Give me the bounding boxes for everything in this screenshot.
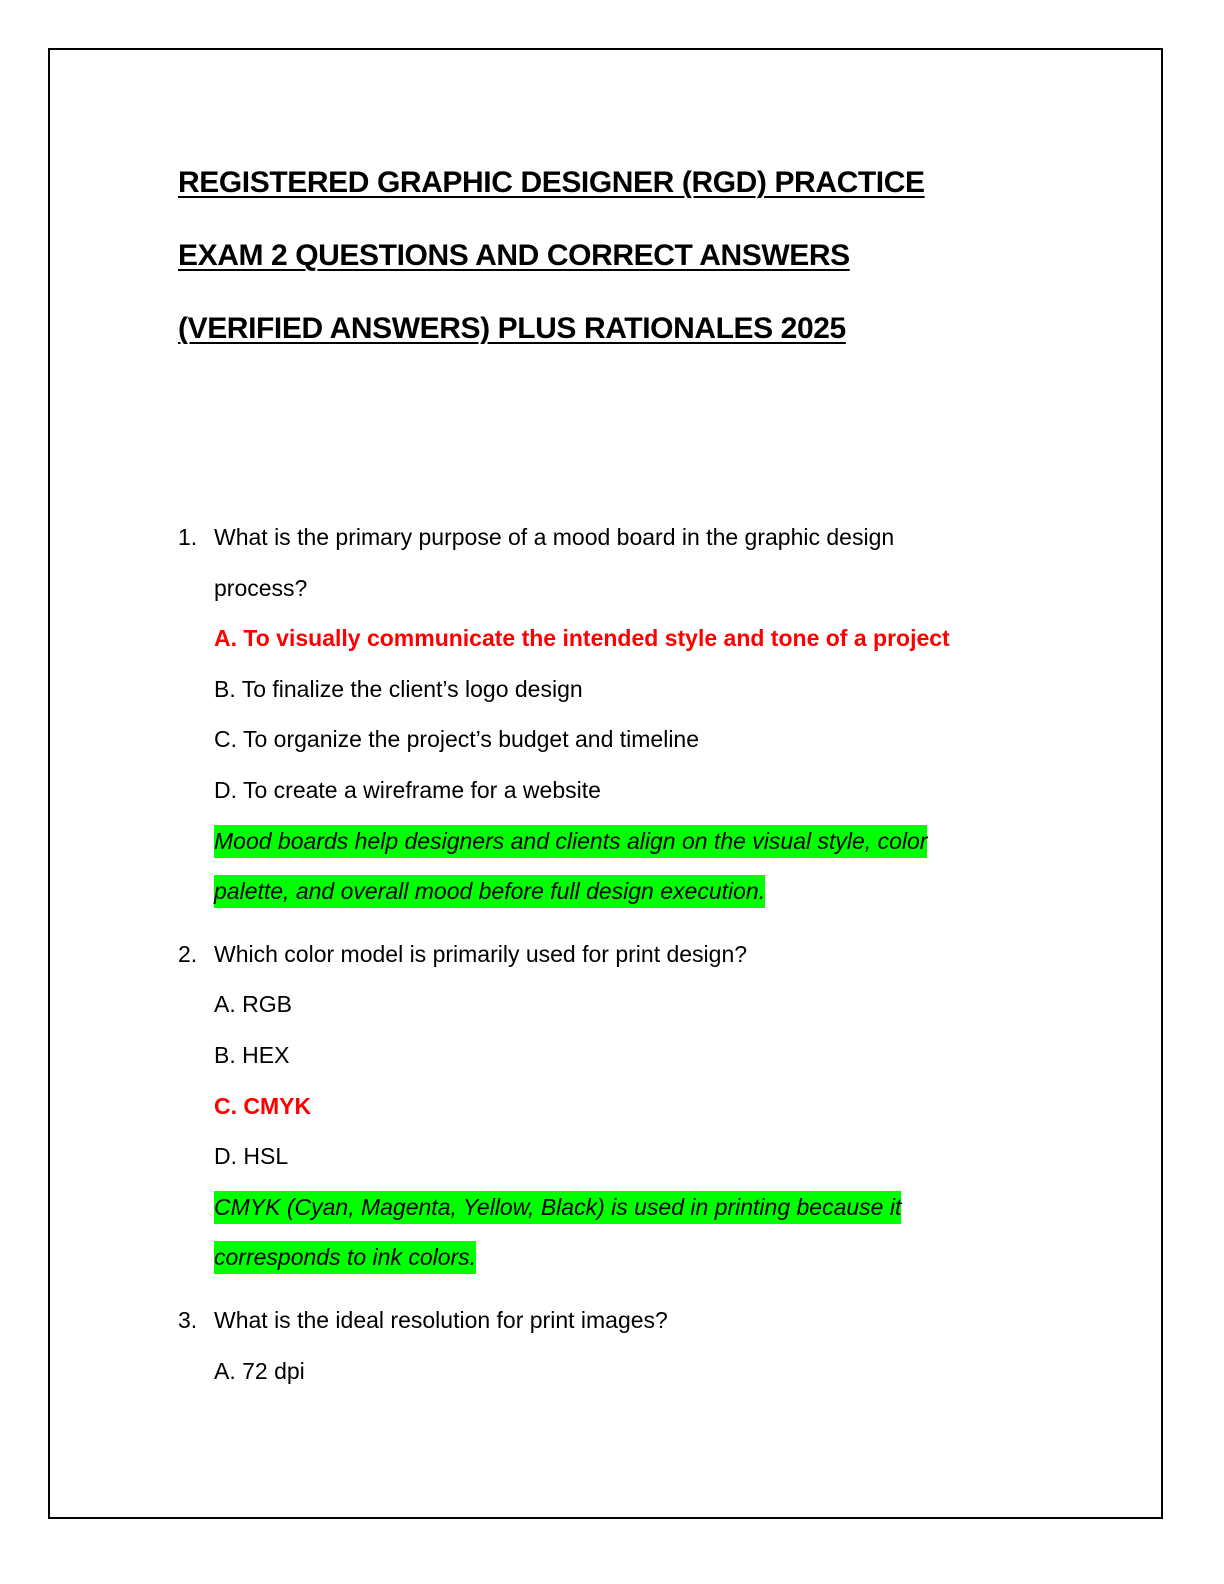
rationale: palette, and overall mood before full design execution. (214, 866, 1058, 917)
answer-option-correct: C. CMYK (214, 1092, 312, 1119)
answer-option: D. To create a wireframe for a website (214, 776, 601, 803)
rationale: CMYK (Cyan, Magenta, Yellow, Black) is used in printing because it (214, 1182, 1058, 1233)
question-number: 3. (178, 1306, 198, 1333)
title-line: (VERIFIED ANSWERS) PLUS RATIONALES 2025 (178, 312, 846, 345)
question-body (214, 512, 1058, 917)
question-text: Which color model is primarily used for print design? (214, 940, 748, 967)
title-line: EXAM 2 QUESTIONS AND CORRECT ANSWERS (178, 239, 850, 272)
question-list (178, 512, 1058, 1408)
question-body (214, 1295, 1058, 1396)
answer-option: B. HEX (214, 1041, 290, 1068)
question-item (178, 512, 1058, 917)
answer-option: B. To finalize the client’s logo design (214, 675, 583, 702)
title-line: REGISTERED GRAPHIC DESIGNER (RGD) PRACTICE (178, 166, 925, 199)
question-text: process? (214, 574, 308, 601)
question-body (214, 929, 1058, 1283)
question-item (178, 929, 1058, 1283)
question-item (178, 1295, 1058, 1396)
question-text: What is the primary purpose of a mood board in the graphic design (214, 524, 895, 550)
answer-option: C. To organize the project’s budget and timeline (214, 726, 700, 753)
document-title (178, 146, 1058, 365)
answer-option: A. 72 dpi (214, 1357, 305, 1384)
answer-option-correct: A. To visually communicate the intended style and tone of a project (214, 625, 950, 652)
question-number: 2. (178, 940, 198, 967)
rationale: Mood boards help designers and clients align on the visual style, color (214, 816, 1058, 867)
question-number: 1. (178, 524, 198, 550)
answer-option: D. HSL (214, 1143, 289, 1170)
rationale: corresponds to ink colors. (214, 1232, 1058, 1283)
question-text: What is the ideal resolution for print images? (214, 1306, 668, 1333)
answer-option: A. RGB (214, 991, 292, 1018)
